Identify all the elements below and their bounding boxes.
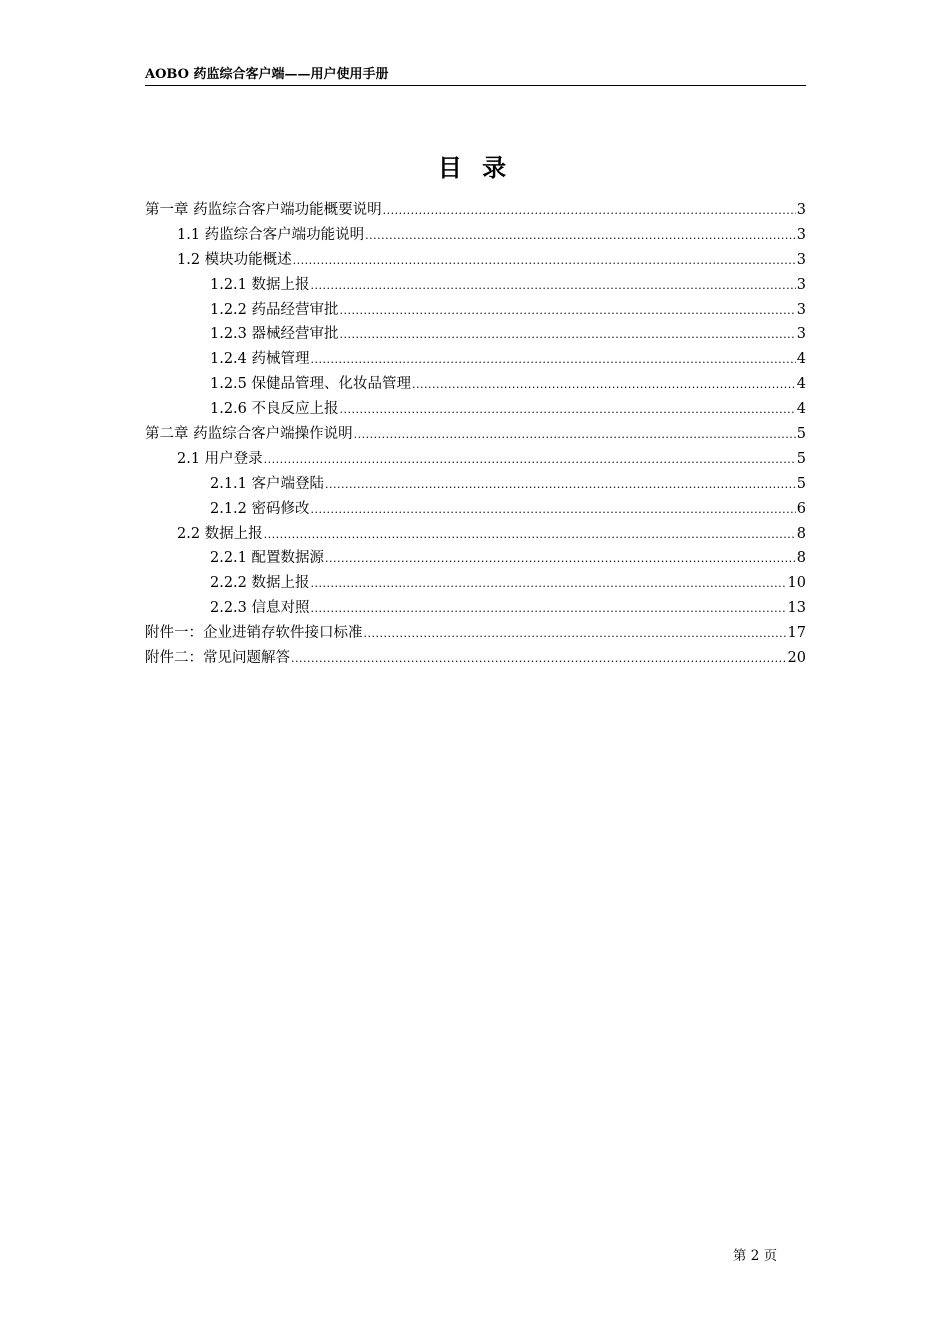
header-title: AOBO 药监综合客户端——用户使用手册 bbox=[145, 67, 389, 82]
toc-entry-page: 6 bbox=[796, 500, 806, 517]
toc-entry-page: 3 bbox=[796, 202, 806, 218]
toc-entry-label: 1.2.3 器械经营审批 bbox=[210, 326, 339, 343]
toc-entry[interactable] bbox=[145, 447, 806, 472]
toc-dot-leader bbox=[311, 274, 796, 299]
toc-entry[interactable] bbox=[145, 571, 806, 596]
toc-entry-page: 8 bbox=[796, 525, 806, 542]
toc-dot-leader bbox=[412, 373, 796, 398]
toc-entry-label: 1.2.5 保健品管理、化妆品管理 bbox=[210, 376, 412, 393]
toc-entry[interactable] bbox=[145, 198, 806, 223]
toc-dot-leader bbox=[340, 299, 796, 324]
toc-dot-leader bbox=[311, 348, 796, 373]
toc-entry-page: 3 bbox=[796, 251, 806, 268]
toc-entry[interactable] bbox=[145, 546, 806, 571]
toc-entry[interactable] bbox=[145, 298, 806, 323]
toc-entry-label: 1.2.6 不良反应上报 bbox=[210, 401, 339, 418]
toc-entry-page: 10 bbox=[787, 575, 806, 592]
toc-dot-leader bbox=[311, 597, 787, 622]
toc-title: 目 录 bbox=[437, 153, 513, 182]
page-number: 第 2 页 bbox=[732, 1248, 778, 1264]
toc-dot-leader bbox=[365, 224, 796, 249]
toc-dot-leader bbox=[293, 249, 796, 274]
toc-dot-leader bbox=[325, 547, 796, 572]
toc-entry-label: 2.1.1 客户端登陆 bbox=[210, 475, 325, 492]
toc-entry-page: 8 bbox=[796, 550, 806, 567]
toc-dot-leader bbox=[340, 398, 796, 423]
page-header bbox=[145, 66, 806, 86]
toc-dot-leader bbox=[264, 448, 796, 473]
toc-entry-label: 2.2.3 信息对照 bbox=[210, 600, 310, 617]
toc-entry-page: 3 bbox=[796, 226, 806, 243]
toc-entry[interactable] bbox=[145, 646, 806, 671]
toc-dot-leader bbox=[264, 523, 796, 548]
toc-entry[interactable] bbox=[145, 497, 806, 522]
toc-entry[interactable] bbox=[145, 322, 806, 347]
toc-dot-leader bbox=[291, 647, 787, 672]
toc-entry-label: 附件二：常见问题解答 bbox=[145, 650, 290, 667]
toc-entry-page: 5 bbox=[796, 450, 806, 467]
toc-entry[interactable] bbox=[145, 372, 806, 397]
toc-entry[interactable] bbox=[145, 472, 806, 497]
toc-dot-leader bbox=[354, 423, 796, 448]
toc-dot-leader bbox=[311, 572, 787, 597]
toc-entry[interactable] bbox=[145, 397, 806, 422]
toc-entry[interactable] bbox=[145, 273, 806, 298]
toc-entry-label: 1.2.4 药械管理 bbox=[210, 351, 310, 368]
toc-entry-page: 13 bbox=[787, 600, 806, 617]
toc-entry[interactable] bbox=[145, 223, 806, 248]
toc-entry-label: 第一章 药监综合客户端功能概要说明 bbox=[145, 202, 382, 218]
toc-dot-leader bbox=[340, 323, 796, 348]
toc-entry-label: 2.1 用户登录 bbox=[177, 450, 263, 467]
toc-entry[interactable] bbox=[145, 621, 806, 646]
toc-entry-label: 第二章 药监综合客户端操作说明 bbox=[145, 426, 353, 443]
toc-entry[interactable] bbox=[145, 522, 806, 547]
toc-entry-label: 1.2.2 药品经营审批 bbox=[210, 301, 339, 318]
toc-entry-page: 3 bbox=[796, 301, 806, 318]
toc-dot-leader bbox=[383, 199, 796, 224]
toc-entry-page: 3 bbox=[796, 326, 806, 343]
toc-entry-label: 2.2.1 配置数据源 bbox=[210, 550, 325, 567]
toc-entry-page: 17 bbox=[787, 625, 806, 642]
toc-entry-page: 4 bbox=[796, 351, 806, 368]
toc-dot-leader bbox=[311, 498, 796, 523]
toc-entry-label: 2.1.2 密码修改 bbox=[210, 500, 310, 517]
toc-entry-label: 1.2 模块功能概述 bbox=[177, 251, 292, 268]
toc-entry[interactable] bbox=[145, 596, 806, 621]
toc-entry-page: 5 bbox=[796, 426, 806, 443]
toc-entry-page: 3 bbox=[796, 276, 806, 293]
toc-entry[interactable] bbox=[145, 347, 806, 372]
toc-entry-page: 5 bbox=[796, 475, 806, 492]
toc-entry[interactable] bbox=[145, 248, 806, 273]
toc-entry-label: 1.1 药监综合客户端功能说明 bbox=[177, 226, 365, 243]
toc-entry-label: 1.2.1 数据上报 bbox=[210, 276, 310, 293]
toc-dot-leader bbox=[364, 622, 787, 647]
table-of-contents bbox=[145, 198, 806, 671]
toc-entry-label: 附件一：企业进销存软件接口标准 bbox=[145, 625, 363, 642]
toc-entry-label: 2.2.2 数据上报 bbox=[210, 575, 310, 592]
toc-entry-page: 20 bbox=[787, 650, 806, 667]
toc-dot-leader bbox=[325, 473, 796, 498]
toc-entry[interactable] bbox=[145, 422, 806, 447]
toc-entry-page: 4 bbox=[796, 376, 806, 393]
toc-entry-page: 4 bbox=[796, 401, 806, 418]
toc-entry-label: 2.2 数据上报 bbox=[177, 525, 263, 542]
